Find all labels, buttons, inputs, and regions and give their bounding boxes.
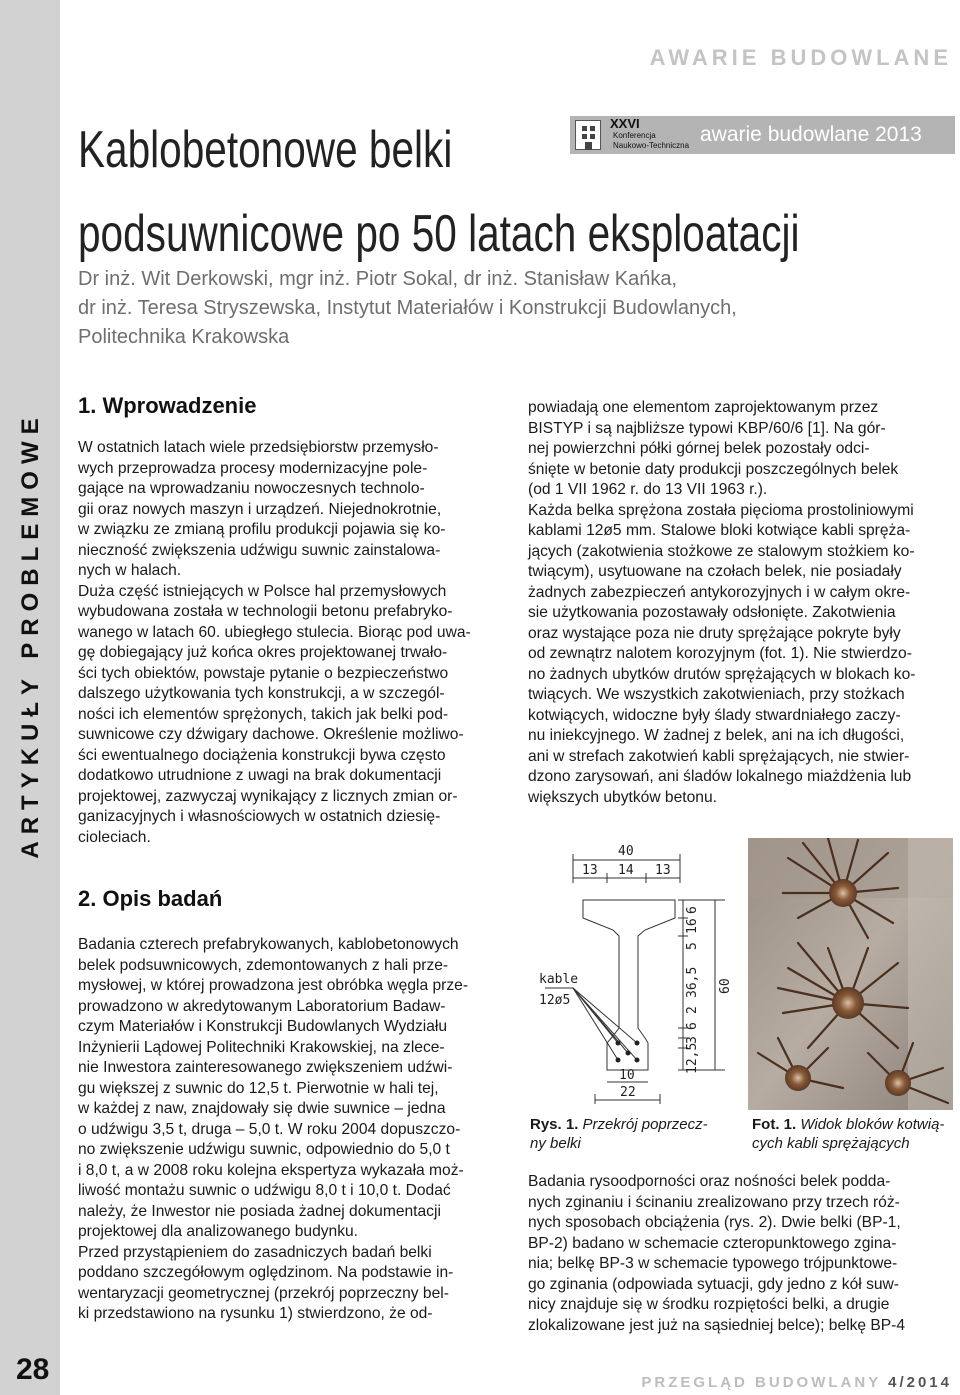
- dim-bottom-width: 22: [620, 1085, 636, 1100]
- text-line: go zginania (odpowiada sytuacji, gdy jedno z kół suw-: [528, 1275, 899, 1293]
- right-column-top-text: [528, 398, 915, 808]
- text-line: kotwiących, widoczne były ślady stwardniałego zaczy-: [528, 706, 901, 724]
- authors: [78, 265, 958, 352]
- dim-right: 3: [685, 1036, 700, 1044]
- text-line: Badania rysoodporności oraz nośności belek podda-: [528, 1173, 891, 1190]
- text-line: gii oraz nowych maszyn i urządzeń. Niejednokrotnie,: [78, 500, 442, 518]
- text-line: suwnicowe czy dźwigary dachowe. Określenie możliwo-: [78, 726, 464, 743]
- conference-line-2: Naukowo-Techniczna: [613, 141, 690, 150]
- text-line: nu iniekcyjnego. W żadnej z belek, ani na ich długości,: [528, 727, 905, 744]
- text-line: nia; belkę BP-3 w schemacie typowego trójpunktowe-: [528, 1255, 898, 1272]
- section-2-heading: 2. Opis badań: [78, 886, 223, 911]
- dim-right: 16: [685, 918, 700, 934]
- section-1-text: [78, 438, 471, 848]
- text-line: mysłowej, w której prowadzona jest obróbka węgla prze-: [78, 977, 469, 994]
- text-line: i 8,0 t, a w 2008 roku kolejna ekspertyza wykazała moż-: [78, 1161, 464, 1179]
- anchorage-photo: [748, 838, 953, 1110]
- text-line: należy, że Inwestor nie posiada żadnej dokumentacji: [78, 1202, 441, 1220]
- text-line: dodatkowo utrudnione z uwagi na brak dokumentacji: [78, 767, 442, 784]
- authors-line: Politechnika Krakowska: [78, 326, 290, 348]
- text-line: śnięte w betonie daty produkcji poszczególnych belek: [528, 460, 899, 478]
- dim-right: 6: [685, 906, 700, 914]
- text-line: no zwiększenie udźwigu suwnic, odpowiednio do 5,0 t: [78, 1141, 450, 1158]
- dim-right: 12,5: [685, 1042, 700, 1074]
- dim-top-part: 13: [655, 863, 671, 878]
- text-line: wanego w latach 60. ubiegłego stulecia. Biorąc pod uwa-: [78, 623, 471, 641]
- conference-badge: [570, 116, 955, 154]
- text-line: gę dobiegający już końca okres projektowanej trwało-: [78, 644, 448, 661]
- cables-spec: 12ø5: [539, 993, 571, 1008]
- right-column-bottom-text: [528, 1172, 905, 1336]
- text-line: powiadają one elementom zaprojektowanym przez: [528, 399, 879, 416]
- conference-edition: XXVI: [610, 116, 640, 131]
- text-line: gające na wprowadzaniu nowoczesnych technolo-: [78, 480, 425, 497]
- section-1-heading: 1. Wprowadzenie: [78, 393, 257, 418]
- text-line: belek podsuwnicowych, zdemontowanych z hali prze-: [78, 956, 449, 974]
- text-line: twiącym), usytuowane na czołach belek, nie posiadały: [528, 563, 902, 580]
- dim-top-part: 13: [582, 863, 598, 878]
- photo-1-label: Fot. 1.: [752, 1116, 797, 1133]
- dim-right: 2: [685, 1006, 700, 1014]
- journal-footer: [641, 1374, 952, 1391]
- text-line: W ostatnich latach wiele przedsiębiorstw przemysło-: [78, 439, 439, 456]
- text-line: ani w strefach zakotwień kabli sprężających, nie stwier-: [528, 747, 910, 765]
- dim-top-part: 14: [618, 863, 634, 878]
- text-line: czym Materiałów i Konstrukcji Budowlanych Wydziału: [78, 1018, 448, 1035]
- text-line: jących (zakotwienia stożkowe ze stalowym stożkiem ko-: [528, 542, 915, 560]
- text-line: zlokalizowane jest już na sąsiedniej belce); belkę BP-4: [528, 1316, 906, 1334]
- text-line: (od 1 VII 1962 r. do 13 VII 1963 r.).: [528, 481, 768, 498]
- text-line: liwość montażu suwnic o udźwigu 8,0 t i 10,0 t. Dodać: [78, 1182, 451, 1199]
- text-line: prowadzono w akredytowanym Laboratorium Badaw-: [78, 997, 446, 1015]
- conference-name: awarie budowlane 2013: [700, 123, 922, 146]
- figure-1-caption: [530, 1115, 708, 1153]
- journal-issue: 4/2014: [888, 1374, 952, 1391]
- text-line: wych przeprowadza procesy modernizacyjne pole-: [78, 459, 428, 477]
- dim-bottom-inner: 10: [619, 1068, 635, 1083]
- text-line: projektowej dla analizowanego budynku.: [78, 1223, 359, 1240]
- text-line: poddano szczegółowym oględzinom. Na podstawie in-: [78, 1264, 454, 1281]
- dim-total-height: 60: [718, 978, 733, 994]
- text-line: BP-2) badano w schemacie czteropunktowego zgina-: [528, 1234, 897, 1252]
- text-line: nicy znajduje się w środku rozpiętości belki, a drugie: [528, 1296, 890, 1313]
- text-line: w związku ze zmianą profilu produkcji pojawia się ko-: [78, 521, 446, 538]
- text-line: nieczność zwiększenia udźwigu suwnic zainstalowa-: [78, 541, 441, 559]
- text-line: no żadnych ubytków drutów sprężających w blokach ko-: [528, 665, 916, 683]
- figure-1-label: Rys. 1.: [530, 1116, 579, 1133]
- text-line: nych w halach.: [78, 562, 182, 579]
- dim-right: 36,5: [685, 966, 700, 998]
- text-line: ności ich elementów sprężonych, takich jak belki pod-: [78, 705, 449, 723]
- text-line: w każdej z naw, znajdowały się dwie suwnice – jedna: [78, 1100, 446, 1117]
- text-line: Badania czterech prefabrykowanych, kablobetonowych: [78, 936, 459, 953]
- text-line: większych ubytków betonu.: [528, 788, 717, 806]
- text-line: nie Inwestora zainteresowanego zwiększeniem udźwi-: [78, 1059, 453, 1076]
- text-line: o udźwigu 3,5 t, druga – 5,0 t. W roku 2004 dopuszczo-: [78, 1120, 461, 1138]
- text-line: żadnych zabezpieczeń antykorozyjnych i w całym okre-: [528, 583, 911, 601]
- text-line: ści ewentualnego dociążenia konstrukcji bywa często: [78, 746, 446, 764]
- text-line: nych sposobach obciążenia (rys. 2). Dwie belki (BP-1,: [528, 1214, 901, 1231]
- dim-right: 5: [685, 942, 700, 950]
- title-line-2: podsuwnicowe po 50 latach eksploatacji: [78, 205, 800, 263]
- text-line: wybudowana została w technologii betonu prefabryko-: [78, 603, 453, 620]
- figure-1-caption-text: Przekrój poprzecz-: [582, 1116, 708, 1133]
- dim-top-width: 40: [618, 844, 634, 859]
- building-logo-icon: [575, 120, 601, 150]
- photo-1-caption-text: Widok bloków kotwią-: [800, 1116, 945, 1133]
- text-line: oraz wystające poza nie druty sprężające pokryte były: [528, 624, 901, 642]
- conference-line-1: Konferencja: [613, 131, 656, 140]
- text-line: BISTYP i są najbliższe typowi KBP/60/6 [1]. Na gór-: [528, 419, 886, 437]
- text-line: ki przedstawiono na rysunku 1) stwierdzono, że od-: [78, 1305, 433, 1322]
- authors-line: Dr inż. Wit Derkowski, mgr inż. Piotr Sokal, dr inż. Stanisław Kańka,: [78, 268, 678, 290]
- text-line: Przed przystąpieniem do zasadniczych badań belki: [78, 1243, 432, 1261]
- text-line: nej powierzchni półki górnej belek pozostały odci-: [528, 440, 870, 457]
- photo-1-caption-text: cych kabli sprężających: [752, 1135, 910, 1152]
- text-line: twiących. We wszystkich zakotwieniach, przy stożkach: [528, 686, 905, 703]
- text-line: dalszego użytkowania tych konstrukcji, a w szczegól-: [78, 685, 445, 702]
- text-line: sie użytkowania pozostawały odsłonięte. Zakotwienia: [528, 604, 896, 621]
- text-line: wentaryzacji geometrycznej (przekrój poprzeczny bel-: [78, 1284, 449, 1302]
- text-line: Inżynierii Lądowej Politechniki Krakowskiej, na zlece-: [78, 1038, 445, 1056]
- title-line-1: Kablobetonowe belki: [78, 121, 453, 179]
- photo-1-caption: [752, 1115, 944, 1153]
- text-line: kablami 12ø5 mm. Stalowe bloki kotwiące kabli spręża-: [528, 522, 911, 539]
- page-number: 28: [16, 1353, 50, 1386]
- figure-1-caption-text: ny belki: [530, 1135, 581, 1152]
- text-line: nych zginaniu i ścinaniu zrealizowano przy trzech róż-: [528, 1193, 900, 1211]
- text-line: cioleciach.: [78, 828, 151, 846]
- text-line: ganizacyjnych i własnościowych w ostatnich dziesię-: [78, 808, 441, 825]
- text-line: Duża część istniejących w Polsce hal przemysłowych: [78, 582, 447, 600]
- text-line: gu większej z suwnic do 12,5 t. Pierwotnie w hali tej,: [78, 1079, 439, 1097]
- text-line: dzono zarysowań, ani śladów lokalnego miażdżenia lub: [528, 768, 912, 785]
- text-line: od zewnątrz nalotem korozyjnym (fot. 1). Nie stwierdzo-: [528, 645, 912, 662]
- text-line: ści tych obiektów, powstaje pytanie o bezpieczeństwo: [78, 664, 449, 682]
- cables-label: kable: [539, 972, 579, 987]
- text-line: Każda belka sprężona została pięcioma prostoliniowymi: [528, 501, 914, 519]
- text-line: projektowej, zazwyczaj wynikający z licznych zmian or-: [78, 787, 458, 805]
- section-2-text: [78, 935, 468, 1325]
- side-section-label: [16, 400, 46, 870]
- journal-name: PRZEGLĄD BUDOWLANY: [641, 1374, 881, 1391]
- section-header: AWARIE BUDOWLANE: [649, 45, 952, 70]
- dim-right: 6: [685, 1022, 700, 1030]
- side-section-text: ARTYKUŁY PROBLEMOWE: [17, 411, 44, 859]
- authors-line: dr inż. Teresa Stryszewska, Instytut Materiałów i Konstrukcji Budowlanych,: [78, 297, 737, 319]
- beam-cross-section-drawing: [525, 838, 740, 1110]
